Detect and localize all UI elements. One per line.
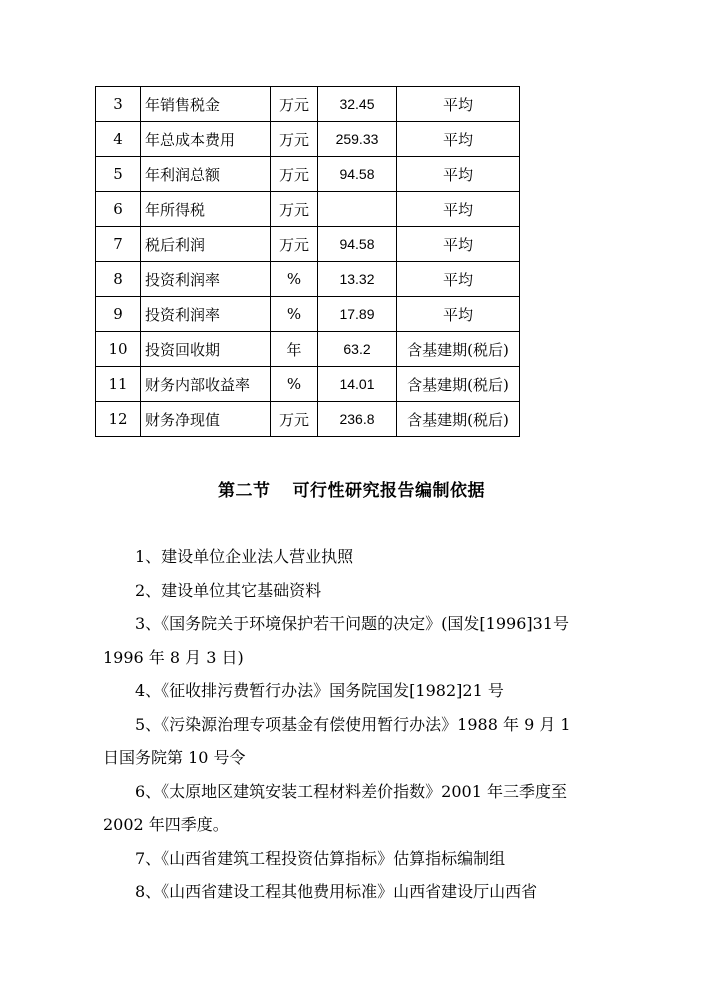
section-heading <box>0 476 703 501</box>
table-row <box>96 157 520 192</box>
table-row <box>96 122 520 157</box>
item-unit: % <box>271 297 318 332</box>
item-value: 236.8 <box>318 402 397 437</box>
row-number: 12 <box>96 402 141 437</box>
list-item: 1、建设单位企业法人营业执照 <box>135 547 354 566</box>
row-number: 5 <box>96 157 141 192</box>
item-value: 259.33 <box>318 122 397 157</box>
table-row <box>96 262 520 297</box>
item-unit: % <box>271 367 318 402</box>
section-title: 可行性研究报告编制依据 <box>292 481 485 501</box>
row-number: 8 <box>96 262 141 297</box>
item-note: 含基建期(税后) <box>397 402 520 437</box>
item-note: 含基建期(税后) <box>397 367 520 402</box>
item-value: 14.01 <box>318 367 397 402</box>
list-item: 2、建设单位其它基础资料 <box>135 580 322 600</box>
list-item: 3、《国务院关于环境保护若干问题的决定》(国发[1996]31号 1996 年 8 月 3 日) <box>103 614 569 667</box>
row-number: 7 <box>96 227 141 262</box>
item-note: 平均 <box>397 157 520 192</box>
item-name: 投资利润率 <box>141 297 271 332</box>
item-note: 含基建期(税后) <box>397 332 520 367</box>
table-row <box>96 227 520 262</box>
item-name: 年销售税金 <box>141 87 271 122</box>
item-value: 63.2 <box>318 332 397 367</box>
item-name: 财务内部收益率 <box>141 367 271 402</box>
item-note: 平均 <box>397 122 520 157</box>
table-row <box>96 402 520 437</box>
item-unit: 万元 <box>271 227 318 262</box>
table-row <box>96 332 520 367</box>
item-unit: 万元 <box>271 402 318 437</box>
item-name: 财务净现值 <box>141 402 271 437</box>
row-number: 4 <box>96 122 141 157</box>
list-item: 4、《征收排污费暂行办法》国务院国发[1982]21 号 <box>135 681 504 700</box>
section-label: 第二节 <box>218 481 271 501</box>
item-unit: 万元 <box>271 192 318 227</box>
item-name: 投资利润率 <box>141 262 271 297</box>
basis-list <box>103 540 591 909</box>
item-value <box>318 192 397 227</box>
item-note: 平均 <box>397 87 520 122</box>
item-unit: 万元 <box>271 157 318 192</box>
row-number: 11 <box>96 367 141 402</box>
table-row <box>96 87 520 122</box>
item-unit: % <box>271 262 318 297</box>
item-note: 平均 <box>397 227 520 262</box>
row-number: 3 <box>96 87 141 122</box>
item-note: 平均 <box>397 297 520 332</box>
item-name: 年总成本费用 <box>141 122 271 157</box>
list-item: 8、《山西省建设工程其他费用标准》山西省建设厅山西省 <box>135 882 538 901</box>
item-value: 17.89 <box>318 297 397 332</box>
item-value: 32.45 <box>318 87 397 122</box>
item-name: 年利润总额 <box>141 157 271 192</box>
table-row <box>96 192 520 227</box>
item-name: 投资回收期 <box>141 332 271 367</box>
item-name: 年所得税 <box>141 192 271 227</box>
row-number: 6 <box>96 192 141 227</box>
item-unit: 万元 <box>271 122 318 157</box>
item-value: 13.32 <box>318 262 397 297</box>
table-row <box>96 367 520 402</box>
row-number: 10 <box>96 332 141 367</box>
item-unit: 万元 <box>271 87 318 122</box>
table-row <box>96 297 520 332</box>
item-unit: 年 <box>271 332 318 367</box>
list-item: 6、《太原地区建筑安装工程材料差价指数》2001 年三季度至 2002 年四季度。 <box>103 781 567 834</box>
economic-indicators-table <box>95 86 520 437</box>
item-note: 平均 <box>397 192 520 227</box>
row-number: 9 <box>96 297 141 332</box>
table-body <box>96 87 520 437</box>
item-name: 税后利润 <box>141 227 271 262</box>
list-item: 5、《污染源治理专项基金有偿使用暂行办法》1988 年 9 月 1 日国务院第 10 号令 <box>103 714 571 767</box>
item-value: 94.58 <box>318 157 397 192</box>
list-item: 7、《山西省建筑工程投资估算指标》估算指标编制组 <box>135 848 506 868</box>
item-value: 94.58 <box>318 227 397 262</box>
item-note: 平均 <box>397 262 520 297</box>
